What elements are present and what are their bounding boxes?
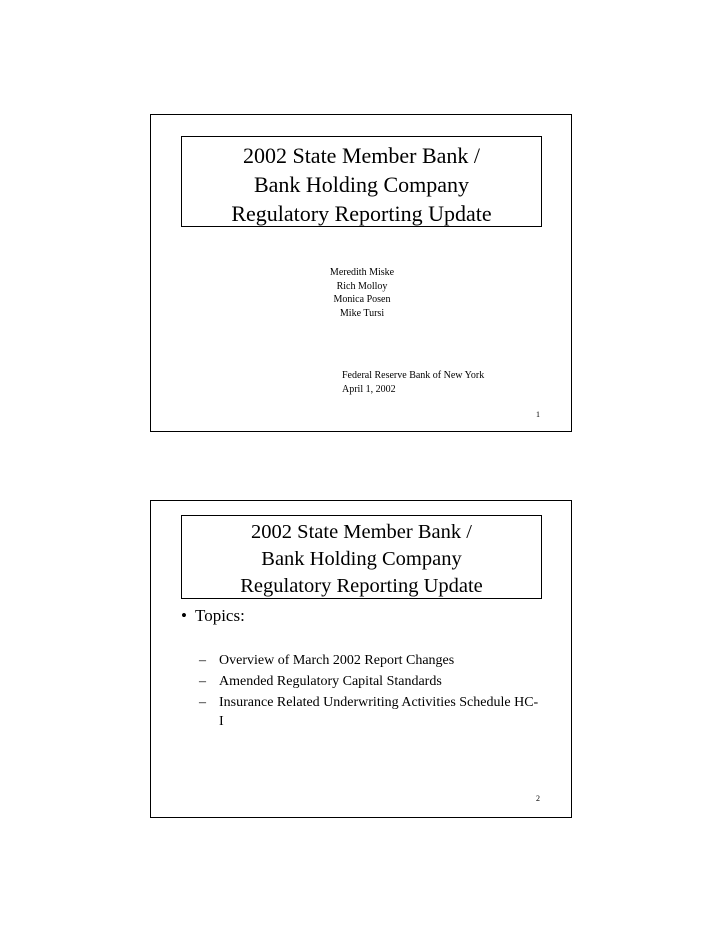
author-list: [151, 266, 573, 320]
topics-label: Topics:: [195, 606, 245, 625]
dash-icon: –: [199, 674, 206, 689]
dash-icon: –: [199, 695, 206, 710]
title-line: Regulatory Reporting Update: [231, 201, 492, 226]
presentation-date: April 1, 2002: [342, 383, 396, 395]
page-number: 1: [536, 410, 540, 419]
list-item-text: Overview of March 2002 Report Changes: [219, 653, 455, 668]
title-line: 2002 State Member Bank /: [242, 143, 481, 168]
title-line: Regulatory Reporting Update: [240, 575, 483, 597]
title-line: 2002 State Member Bank /: [251, 521, 472, 543]
slide-title-box: [181, 136, 542, 227]
page-number: 2: [536, 794, 540, 803]
topics-bullet: [181, 605, 245, 627]
list-item: [199, 651, 539, 670]
organization-block: [342, 369, 484, 396]
slide-2: [150, 500, 572, 818]
list-item: [199, 672, 539, 691]
title-line: Bank Holding Company: [261, 548, 462, 570]
author-name: Monica Posen: [333, 294, 391, 305]
slide-1: [150, 114, 572, 432]
author-name: Rich Molloy: [336, 280, 388, 292]
title-line: Bank Holding Company: [253, 172, 470, 197]
author-name: Mike Tursi: [339, 307, 385, 319]
organization-name: Federal Reserve Bank of New York: [342, 370, 485, 381]
list-item: [199, 693, 539, 731]
author-name: Meredith Miske: [329, 267, 395, 278]
list-item-text: Amended Regulatory Capital Standards: [219, 674, 442, 689]
dash-icon: –: [199, 653, 206, 668]
topics-list: [199, 651, 539, 733]
bullet-icon: •: [181, 606, 187, 625]
slide-title-box: [181, 515, 542, 599]
list-item-text: Insurance Related Underwriting Activities Schedule HC-I: [219, 695, 539, 729]
